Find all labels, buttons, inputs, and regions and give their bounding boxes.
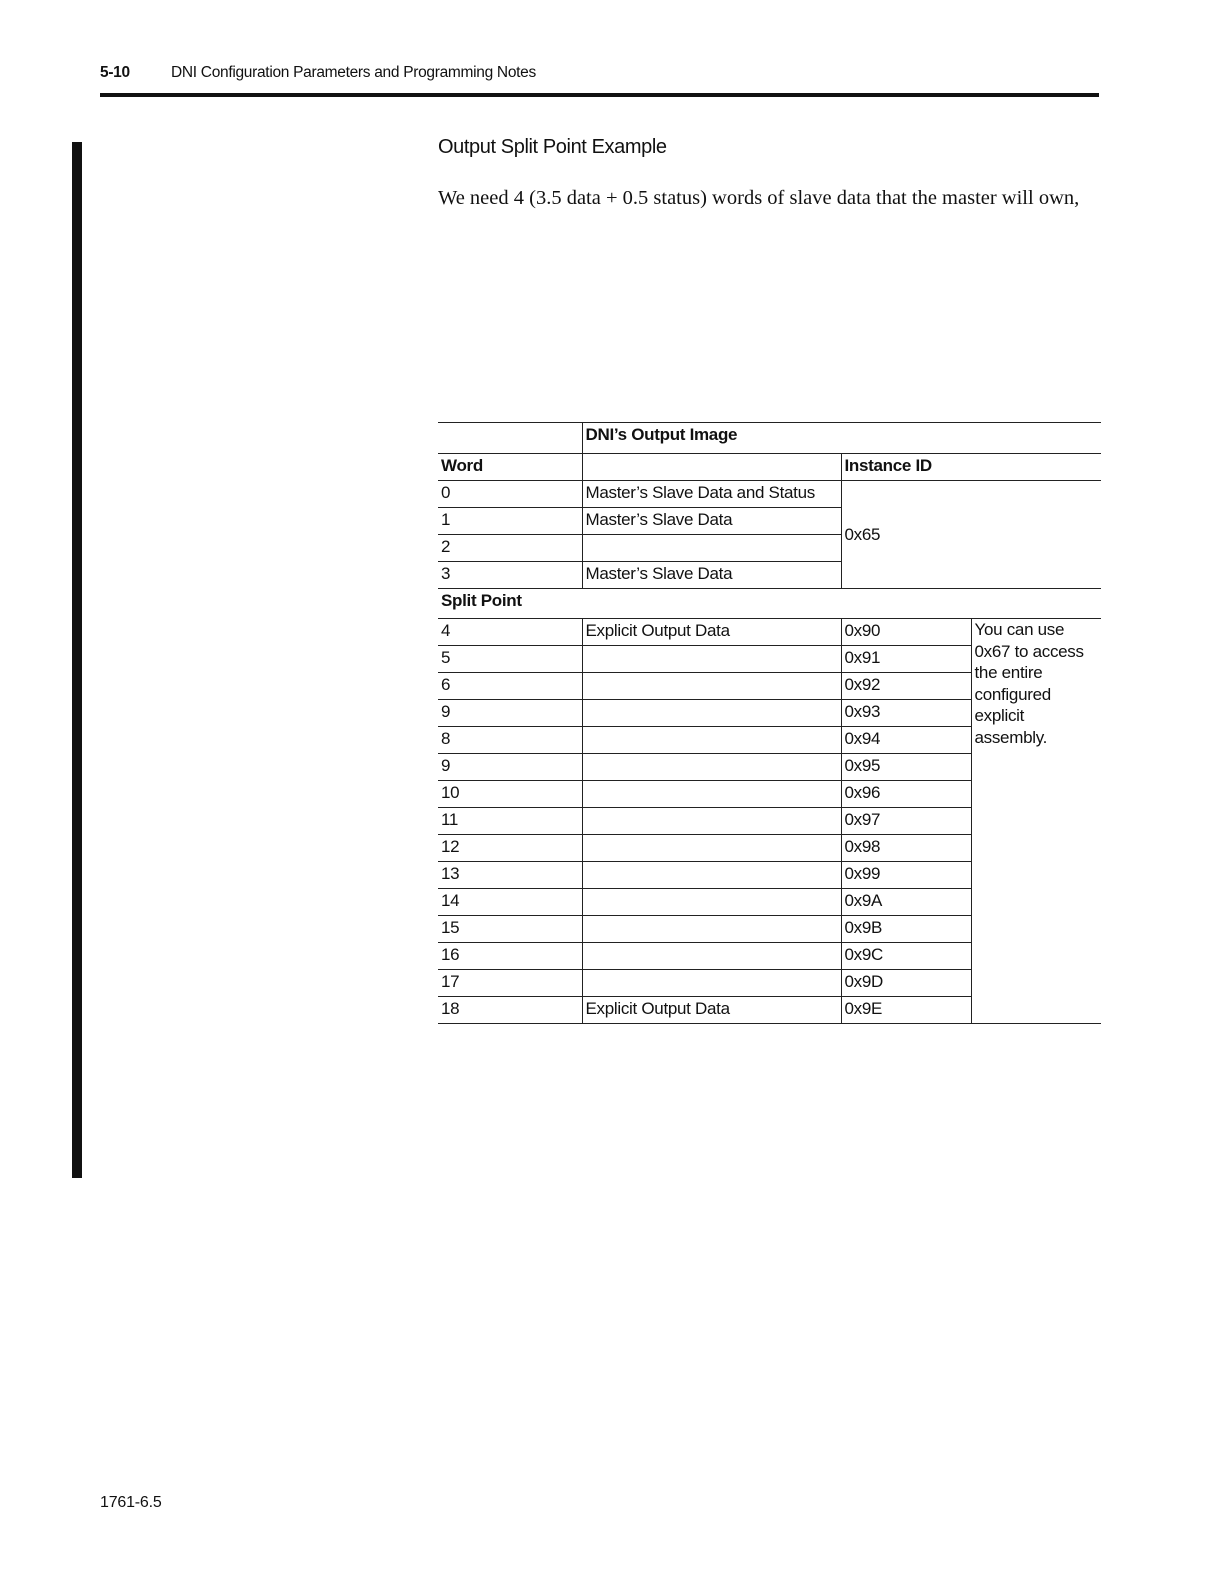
column-header-word: Word	[438, 454, 582, 481]
description-cell	[582, 916, 841, 943]
split-point-row	[438, 589, 1101, 619]
description-cell	[582, 889, 841, 916]
description-cell: Explicit Output Data	[582, 997, 841, 1024]
instance-id-cell: 0x9E	[841, 997, 971, 1024]
word-cell: 14	[438, 889, 582, 916]
word-cell: 12	[438, 835, 582, 862]
instance-id-cell: 0x65	[841, 481, 1101, 589]
instance-id-cell: 0x95	[841, 754, 971, 781]
description-cell	[582, 862, 841, 889]
word-cell: 10	[438, 781, 582, 808]
instance-id-cell: 0x93	[841, 700, 971, 727]
word-cell: 9	[438, 754, 582, 781]
instance-id-cell: 0x96	[841, 781, 971, 808]
word-cell: 18	[438, 997, 582, 1024]
instance-id-cell: 0x92	[841, 673, 971, 700]
word-cell: 17	[438, 970, 582, 997]
description-cell	[582, 754, 841, 781]
explicit-assembly-note: You can use 0x67 to access the entire configured explicit assembly.	[971, 619, 1101, 1024]
instance-id-cell: 0x91	[841, 646, 971, 673]
instance-id-cell: 0x98	[841, 835, 971, 862]
word-cell: 16	[438, 943, 582, 970]
section-title: Output Split Point Example	[438, 136, 667, 158]
body-paragraph: We need 4 (3.5 data + 0.5 status) words of slave data that the master will own,	[438, 187, 1080, 209]
word-cell: 13	[438, 862, 582, 889]
footer-doc-number: 1761-6.5	[100, 1494, 162, 1511]
page-number: 5-10	[100, 64, 130, 81]
instance-id-cell: 0x90	[841, 619, 971, 646]
description-cell: Explicit Output Data	[582, 619, 841, 646]
description-cell: Master’s Slave Data	[582, 508, 841, 535]
table-row	[438, 481, 1101, 508]
description-cell: Master’s Slave Data and Status	[582, 481, 841, 508]
word-cell: 5	[438, 646, 582, 673]
word-cell: 3	[438, 562, 582, 589]
instance-id-cell: 0x99	[841, 862, 971, 889]
word-cell: 11	[438, 808, 582, 835]
description-cell	[582, 970, 841, 997]
instance-id-cell: 0x9B	[841, 916, 971, 943]
split-point-label: Split Point	[438, 589, 1101, 619]
instance-id-cell: 0x94	[841, 727, 971, 754]
description-cell	[582, 646, 841, 673]
column-header-instance-id: Instance ID	[841, 454, 1101, 481]
instance-id-cell: 0x9A	[841, 889, 971, 916]
word-cell: 1	[438, 508, 582, 535]
word-cell: 8	[438, 727, 582, 754]
instance-id-cell: 0x9C	[841, 943, 971, 970]
output-image-table	[438, 422, 1101, 1024]
group-header: DNI’s Output Image	[582, 423, 1101, 454]
page-header	[100, 64, 1099, 86]
description-cell	[582, 781, 841, 808]
running-title: DNI Configuration Parameters and Programming Notes	[171, 64, 536, 81]
column-header-description	[582, 454, 841, 481]
word-cell: 2	[438, 535, 582, 562]
word-cell: 0	[438, 481, 582, 508]
description-cell	[582, 673, 841, 700]
word-cell: 9	[438, 700, 582, 727]
table-header-blank	[438, 423, 582, 454]
description-cell	[582, 700, 841, 727]
instance-id-cell: 0x97	[841, 808, 971, 835]
word-cell: 15	[438, 916, 582, 943]
table-row	[438, 619, 1101, 646]
description-cell	[582, 943, 841, 970]
description-cell	[582, 808, 841, 835]
table-group-header-row	[438, 423, 1101, 454]
description-cell: Master’s Slave Data	[582, 562, 841, 589]
word-cell: 4	[438, 619, 582, 646]
description-cell	[582, 727, 841, 754]
description-cell	[582, 835, 841, 862]
header-rule	[100, 93, 1099, 97]
revision-change-bar	[72, 142, 82, 1178]
instance-id-cell: 0x9D	[841, 970, 971, 997]
table-column-header-row	[438, 454, 1101, 481]
description-cell	[582, 535, 841, 562]
word-cell: 6	[438, 673, 582, 700]
